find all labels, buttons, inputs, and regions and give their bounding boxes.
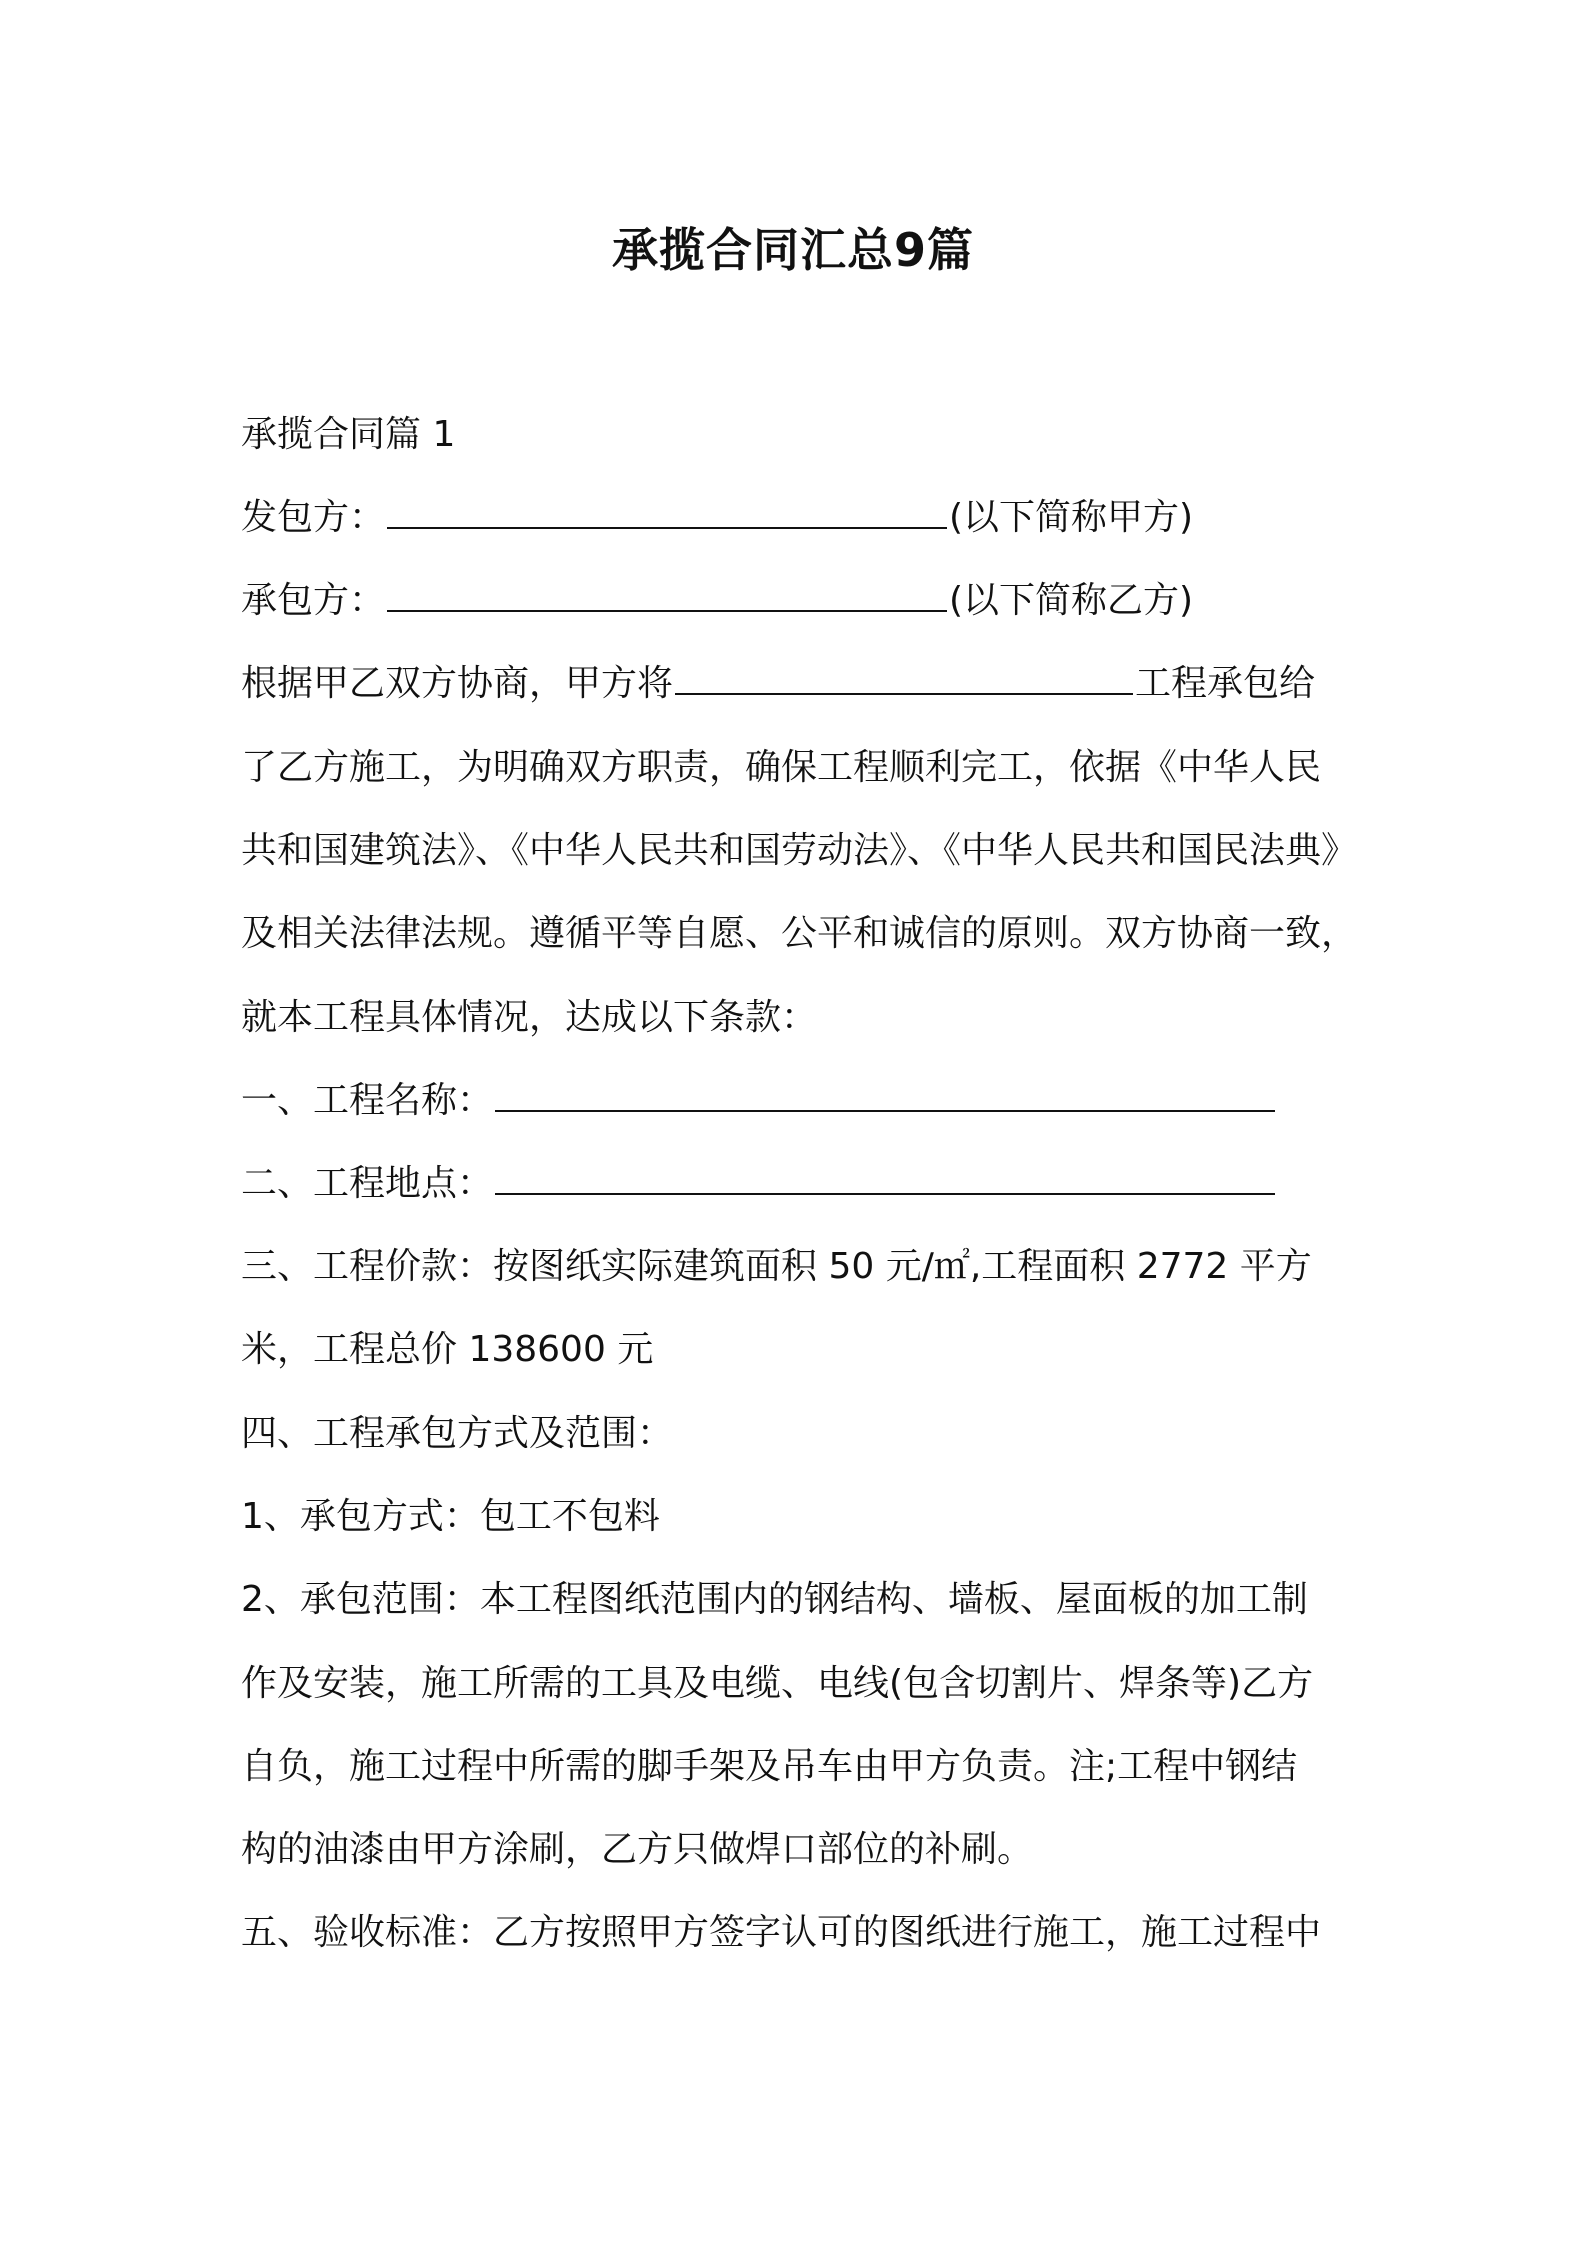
intro-line-4: 及相关法律法规。遵循平等自愿、公平和诚信的原则。双方协商一致， bbox=[241, 913, 1358, 954]
contractor-blank bbox=[387, 493, 947, 529]
intro-line-5: 就本工程具体情况，达成以下条款： bbox=[241, 997, 818, 1038]
clause-5-line-1: 五、验收标准：乙方按照甲方签字认可的图纸进行施工，施工过程中 bbox=[241, 1912, 1322, 1953]
clause-4-item-2-line-1: 2、承包范围：本工程图纸范围内的钢结构、墙板、屋面板的加工制 bbox=[241, 1579, 1308, 1620]
contractee-blank bbox=[387, 576, 947, 612]
clause-4-item-2-line-2: 作及安装，施工所需的工具及电缆、电线(包含切割片、焊条等)乙方 bbox=[241, 1663, 1314, 1704]
clause-1-project-name bbox=[241, 1071, 1277, 1131]
project-name-blank bbox=[495, 1076, 1275, 1112]
clause-4-item-2-line-4: 构的油漆由甲方涂刷，乙方只做焊口部位的补刷。 bbox=[241, 1829, 1034, 1870]
intro-line-1-suffix: 工程承包给 bbox=[1135, 663, 1316, 704]
contractor-line bbox=[241, 488, 1193, 548]
contractee-label: 承包方： bbox=[241, 580, 386, 621]
intro-line-1 bbox=[241, 654, 1315, 714]
project-blank bbox=[675, 659, 1133, 695]
contractor-suffix: (以下简称甲方) bbox=[949, 497, 1194, 538]
section-heading: 承揽合同篇 1 bbox=[241, 414, 456, 455]
project-location-blank bbox=[495, 1159, 1275, 1195]
clause-4-item-2-line-3: 自负，施工过程中所需的脚手架及吊车由甲方负责。注;工程中钢结 bbox=[241, 1746, 1298, 1787]
clause-3-line-2: 米，工程总价 138600 元 bbox=[241, 1329, 654, 1370]
contractee-line bbox=[241, 571, 1193, 631]
document-title: 承揽合同汇总9篇 bbox=[611, 223, 974, 277]
clause-4-item-1: 1、承包方式：包工不包料 bbox=[241, 1496, 660, 1537]
clause-2-label: 二、工程地点： bbox=[241, 1163, 494, 1204]
clause-3-line-1: 三、工程价款：按图纸实际建筑面积 50 元/㎡,工程面积 2772 平方 bbox=[241, 1246, 1312, 1287]
clause-1-label: 一、工程名称： bbox=[241, 1080, 494, 1121]
contractee-suffix: (以下简称乙方) bbox=[949, 580, 1194, 621]
contractor-label: 发包方： bbox=[241, 497, 386, 538]
clause-2-project-location bbox=[241, 1154, 1277, 1214]
intro-line-3: 共和国建筑法》、《中华人民共和国劳动法》、《中华人民共和国民法典》 bbox=[241, 830, 1358, 871]
clause-4-heading: 四、工程承包方式及范围： bbox=[241, 1413, 674, 1454]
intro-line-1-prefix: 根据甲乙双方协商，甲方将 bbox=[241, 663, 674, 704]
intro-line-2: 了乙方施工，为明确双方职责，确保工程顺利完工，依据《中华人民 bbox=[241, 747, 1322, 788]
